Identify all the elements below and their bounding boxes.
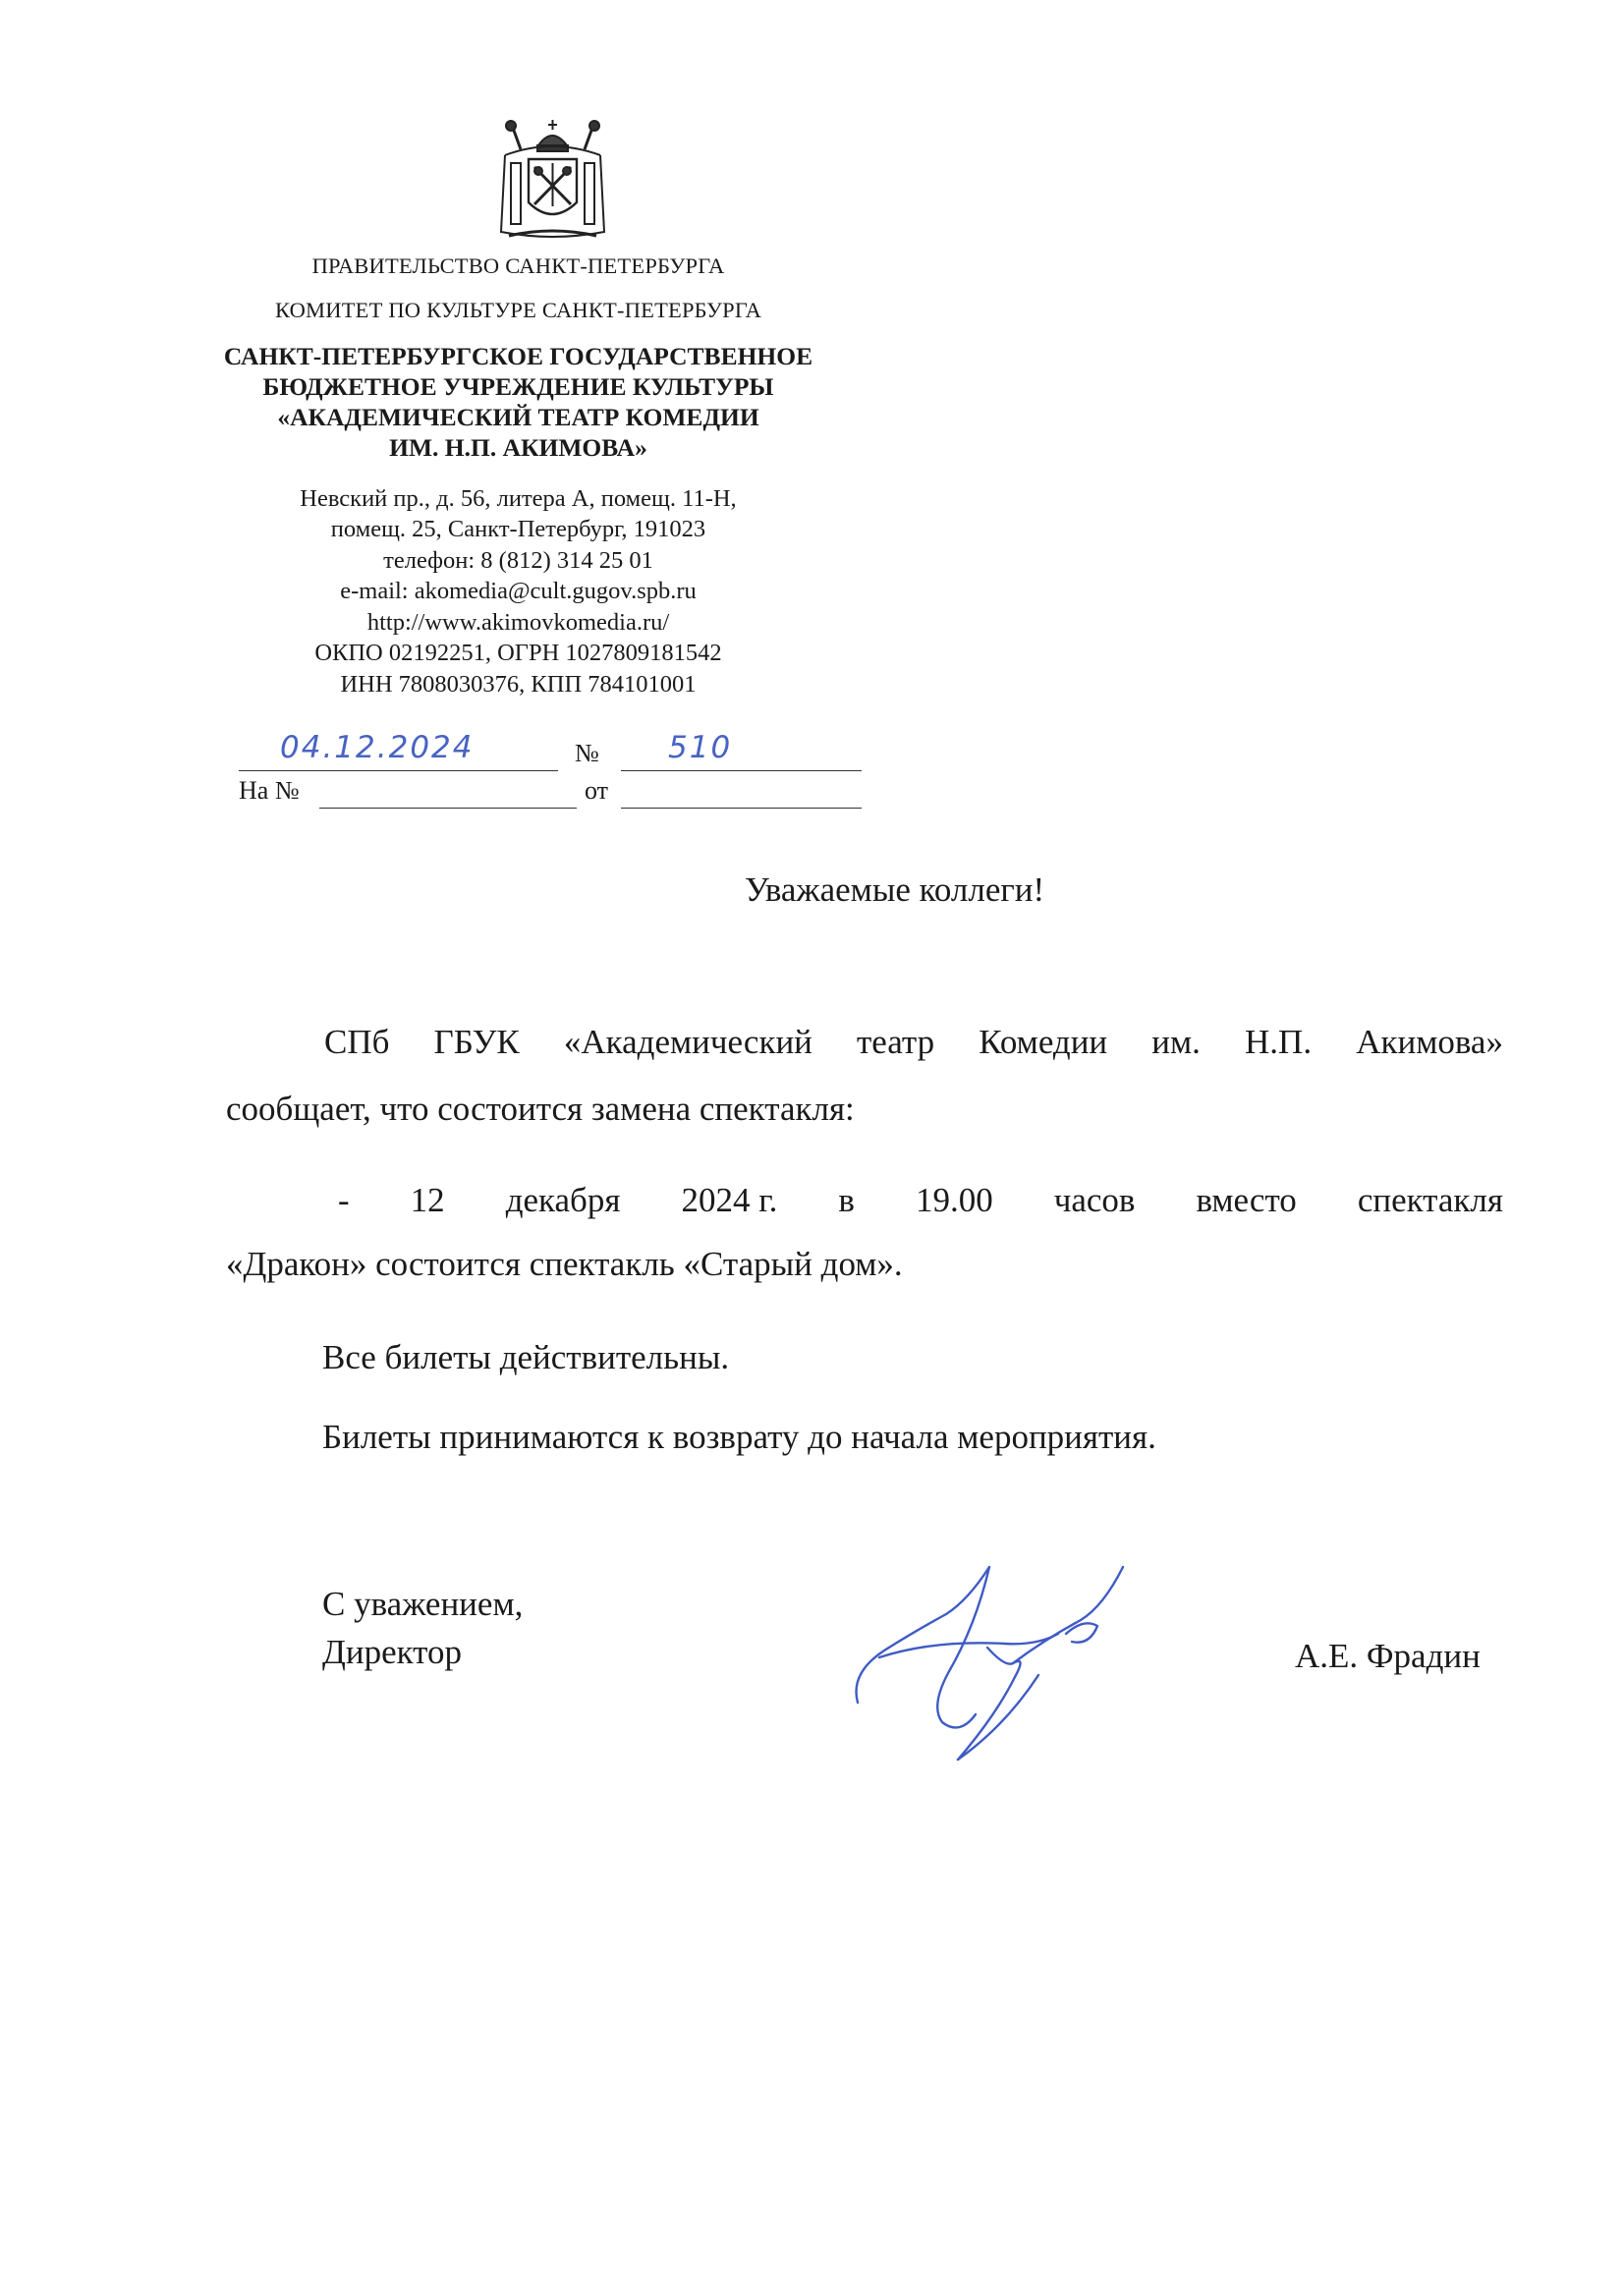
paragraph-2-line-2: «Дракон» состоится спектакль «Старый дом». [226, 1245, 903, 1283]
number-label: № [575, 739, 599, 767]
word: - [338, 1181, 350, 1219]
committee-name: КОМИТЕТ ПО КУЛЬТУРЕ САНКТ-ПЕТЕРБУРГА [274, 298, 762, 322]
org-name-line: ИМ. Н.П. АКИМОВА» [389, 433, 647, 462]
org-name-line: САНКТ-ПЕТЕРБУРГСКОЕ ГОСУДАРСТВЕННОЕ [223, 342, 813, 370]
registration-date: 04.12.2024 [280, 730, 475, 765]
greeting: Уважаемые коллеги! [745, 870, 1045, 909]
email-line: e-mail: akomedia@cult.gugov.spb.ru [340, 578, 697, 604]
word: спектакля [1357, 1181, 1503, 1219]
tax-codes-line: ИНН 7808030376, КПП 784101001 [340, 671, 697, 698]
word: 12 [410, 1181, 445, 1219]
number-line [621, 770, 862, 771]
signatory-name: А.Е. Фрадин [1295, 1637, 1481, 1675]
word: ГБУК [433, 1023, 520, 1061]
word: вместо [1196, 1181, 1297, 1219]
website-line: http://www.akimovkomedia.ru/ [366, 609, 670, 636]
paragraph-3: Все билеты действительны. [322, 1338, 730, 1376]
handwritten-signature [840, 1557, 1164, 1773]
org-name-line: БЮДЖЕТНОЕ УЧРЕЖДЕНИЕ КУЛЬТУРЫ [262, 372, 774, 401]
word: им. [1151, 1023, 1201, 1061]
paragraph-1-line-2: сообщает, что состоится замена спектакля: [226, 1090, 855, 1128]
phone-line: телефон: 8 (812) 314 25 01 [383, 547, 653, 574]
word: Н.П. [1245, 1023, 1313, 1061]
paragraph-1-line-1 [324, 1021, 1503, 1064]
address-line: Невский пр., д. 56, литера А, помещ. 11-Н, [300, 485, 737, 512]
government-name: ПРАВИТЕЛЬСТВО САНКТ-ПЕТЕРБУРГА [311, 253, 725, 278]
reply-number-label: На № [239, 776, 300, 805]
date-line [239, 770, 558, 771]
registry-codes-line: ОКПО 02192251, ОГРН 1027809181542 [314, 640, 722, 666]
word: 2024 г. [681, 1181, 778, 1219]
word: СПб [324, 1023, 390, 1061]
word: 19.00 [915, 1181, 993, 1219]
org-name-line: «АКАДЕМИЧЕСКИЙ ТЕАТР КОМЕДИИ [277, 403, 759, 431]
registration-number: 510 [668, 730, 733, 765]
word: Акимова» [1356, 1023, 1503, 1061]
word: Комедии [979, 1023, 1108, 1061]
coat-of-arms-icon [491, 116, 614, 246]
signatory-position: Директор [322, 1633, 463, 1671]
paragraph-2-line-1 [338, 1179, 1503, 1222]
word: часов [1053, 1181, 1136, 1219]
word: в [838, 1181, 855, 1219]
word: декабря [505, 1181, 621, 1219]
reply-number-line [319, 808, 577, 809]
paragraph-4: Билеты принимаются к возврату до начала мероприятия. [322, 1418, 1156, 1456]
closing-regards: С уважением, [322, 1585, 524, 1623]
word: «Академический [563, 1023, 812, 1061]
from-date-line [621, 808, 862, 809]
from-date-label: от [585, 776, 609, 805]
word: театр [857, 1023, 935, 1061]
address-line: помещ. 25, Санкт-Петербург, 191023 [330, 516, 706, 542]
